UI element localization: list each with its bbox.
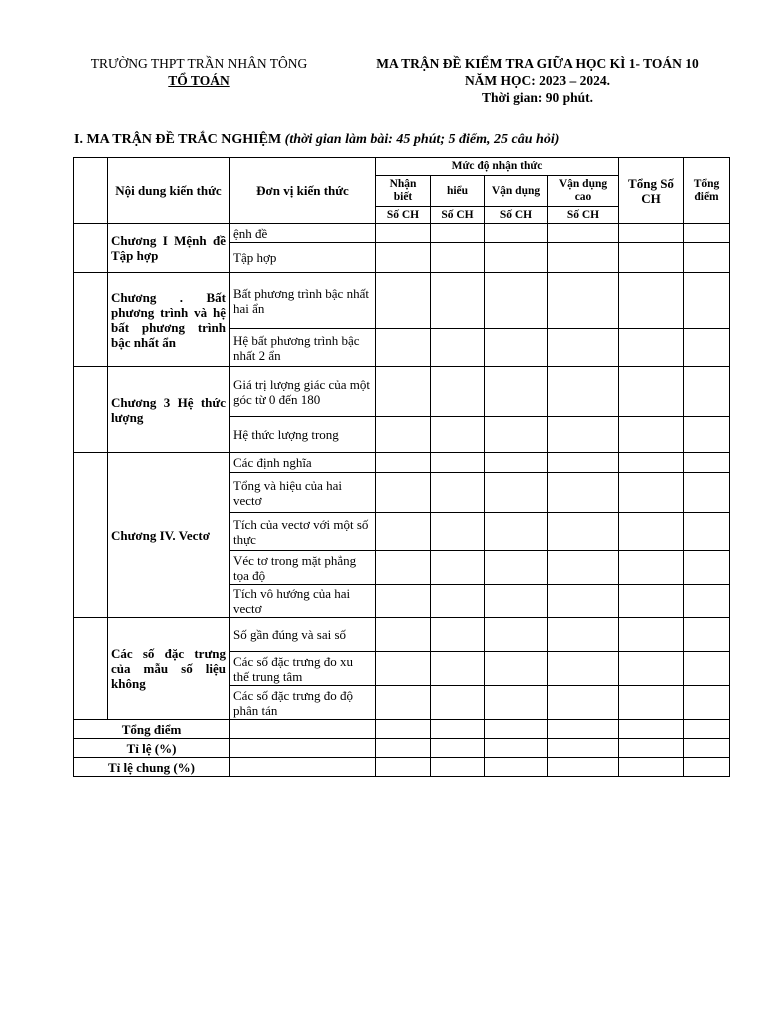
exam-matrix-table <box>73 157 730 777</box>
empty-cell <box>619 367 684 417</box>
empty-cell <box>619 273 684 329</box>
level-header: Vận dụng cao <box>548 176 619 207</box>
knowledge-unit: Số gần đúng và sai số <box>230 618 376 652</box>
chapter-title: Các số đặc trưng của mẫu số liệu không <box>108 618 230 720</box>
table-row <box>74 224 730 243</box>
empty-cell <box>619 758 684 777</box>
department-name: TỔ TOÁN <box>168 73 230 88</box>
empty-cell <box>230 720 376 739</box>
empty-cell <box>376 243 431 273</box>
empty-cell <box>376 686 431 720</box>
section-note: (thời gian làm bài: 45 phút; 5 điểm, 25 câu hỏi) <box>284 132 560 147</box>
level-group-header: Mức độ nhận thức <box>376 158 619 176</box>
empty-cell <box>376 224 431 243</box>
empty-cell <box>684 453 730 473</box>
table-row <box>74 758 730 777</box>
empty-cell <box>548 273 619 329</box>
empty-cell <box>684 551 730 585</box>
question-count-header: Số CH <box>376 207 431 224</box>
empty-cell <box>431 513 485 551</box>
empty-cell <box>619 720 684 739</box>
school-name: TRƯỜNG THPT TRẦN NHÂN TÔNG <box>90 56 308 71</box>
knowledge-unit: Bất phương trình bậc nhất hai ẩn <box>230 273 376 329</box>
stt-cell <box>74 224 108 273</box>
empty-cell <box>548 758 619 777</box>
empty-cell <box>376 513 431 551</box>
total-score-row-label: Tổng điểm <box>74 720 230 739</box>
empty-cell <box>485 585 548 618</box>
empty-cell <box>431 618 485 652</box>
empty-cell <box>684 329 730 367</box>
empty-cell <box>431 243 485 273</box>
knowledge-unit: Hệ thức lượng trong <box>230 417 376 453</box>
empty-cell <box>485 686 548 720</box>
knowledge-unit: Các số đặc trưng đo độ phân tán <box>230 686 376 720</box>
knowledge-unit: Tích vô hướng của hai vectơ <box>230 585 376 618</box>
empty-cell <box>376 453 431 473</box>
empty-cell <box>619 513 684 551</box>
empty-cell <box>684 758 730 777</box>
empty-cell <box>548 224 619 243</box>
empty-cell <box>485 513 548 551</box>
empty-cell <box>431 758 485 777</box>
empty-cell <box>431 551 485 585</box>
knowledge-unit: Véc tơ trong mặt phẳng tọa độ <box>230 551 376 585</box>
empty-cell <box>684 473 730 513</box>
section-heading: I. MA TRẬN ĐỀ TRẮC NGHIỆM <box>74 132 282 147</box>
overall-ratio-row-label: Tỉ lệ chung (%) <box>74 758 230 777</box>
empty-cell <box>619 618 684 652</box>
section-title <box>74 132 559 148</box>
empty-cell <box>619 686 684 720</box>
knowledge-unit: Các số đặc trưng đo xu thế trung tâm <box>230 652 376 686</box>
empty-cell <box>619 739 684 758</box>
table-row <box>74 720 730 739</box>
empty-cell <box>548 243 619 273</box>
content-header: Nội dung kiến thức <box>108 158 230 224</box>
empty-cell <box>230 758 376 777</box>
knowledge-unit: ệnh đề <box>230 224 376 243</box>
level-header: Nhận biết <box>376 176 431 207</box>
empty-cell <box>548 618 619 652</box>
empty-cell <box>619 224 684 243</box>
empty-cell <box>431 652 485 686</box>
knowledge-unit: Tổng và hiệu của hai vectơ <box>230 473 376 513</box>
empty-cell <box>684 720 730 739</box>
empty-cell <box>431 686 485 720</box>
stt-cell <box>74 273 108 367</box>
question-count-header: Số CH <box>485 207 548 224</box>
empty-cell <box>431 273 485 329</box>
knowledge-unit: Tập hợp <box>230 243 376 273</box>
empty-cell <box>431 453 485 473</box>
empty-cell <box>230 739 376 758</box>
empty-cell <box>684 652 730 686</box>
stt-cell <box>74 453 108 618</box>
empty-cell <box>376 652 431 686</box>
empty-cell <box>431 417 485 453</box>
empty-cell <box>684 686 730 720</box>
table-row <box>74 453 730 473</box>
empty-cell <box>376 758 431 777</box>
empty-cell <box>376 551 431 585</box>
stt-header <box>74 158 108 224</box>
empty-cell <box>376 473 431 513</box>
empty-cell <box>684 513 730 551</box>
empty-cell <box>485 758 548 777</box>
exam-duration: Thời gian: 90 phút. <box>481 90 593 105</box>
total-score-header: Tổng điểm <box>684 158 730 224</box>
empty-cell <box>431 224 485 243</box>
empty-cell <box>548 652 619 686</box>
empty-cell <box>376 273 431 329</box>
table-row <box>74 618 730 652</box>
stt-cell <box>74 367 108 453</box>
empty-cell <box>619 551 684 585</box>
empty-cell <box>485 453 548 473</box>
empty-cell <box>485 473 548 513</box>
empty-cell <box>431 329 485 367</box>
empty-cell <box>376 720 431 739</box>
level-header: hiểu <box>431 176 485 207</box>
total-questions-header: Tổng Số CH <box>619 158 684 224</box>
empty-cell <box>431 473 485 513</box>
empty-cell <box>485 417 548 453</box>
empty-cell <box>485 367 548 417</box>
empty-cell <box>485 273 548 329</box>
empty-cell <box>431 367 485 417</box>
empty-cell <box>548 329 619 367</box>
empty-cell <box>619 243 684 273</box>
chapter-title: Chương 3 Hệ thức lượng <box>108 367 230 453</box>
ratio-row-label: Tỉ lệ (%) <box>74 739 230 758</box>
stt-cell <box>74 618 108 720</box>
empty-cell <box>548 686 619 720</box>
empty-cell <box>684 224 730 243</box>
empty-cell <box>548 417 619 453</box>
empty-cell <box>376 585 431 618</box>
empty-cell <box>548 453 619 473</box>
empty-cell <box>619 473 684 513</box>
empty-cell <box>485 551 548 585</box>
empty-cell <box>619 329 684 367</box>
empty-cell <box>684 739 730 758</box>
empty-cell <box>485 739 548 758</box>
empty-cell <box>485 652 548 686</box>
knowledge-unit: Tích của vectơ với một số thực <box>230 513 376 551</box>
knowledge-unit: Hệ bất phương trình bậc nhất 2 ẩn <box>230 329 376 367</box>
empty-cell <box>619 453 684 473</box>
unit-header: Đơn vị kiến thức <box>230 158 376 224</box>
table-row <box>74 158 730 176</box>
table-row <box>74 273 730 329</box>
school-header <box>74 55 324 89</box>
chapter-title: Chương . Bất phương trình và hệ bất phương trình bậc nhất ẩn <box>108 273 230 367</box>
empty-cell <box>548 551 619 585</box>
empty-cell <box>548 513 619 551</box>
empty-cell <box>376 417 431 453</box>
empty-cell <box>485 224 548 243</box>
empty-cell <box>548 739 619 758</box>
empty-cell <box>376 739 431 758</box>
level-header: Vận dụng <box>485 176 548 207</box>
empty-cell <box>548 720 619 739</box>
empty-cell <box>485 618 548 652</box>
empty-cell <box>684 273 730 329</box>
empty-cell <box>619 652 684 686</box>
chapter-title: Chương IV. Vectơ <box>108 453 230 618</box>
empty-cell <box>684 367 730 417</box>
empty-cell <box>684 618 730 652</box>
table-row <box>74 739 730 758</box>
empty-cell <box>485 243 548 273</box>
matrix-body <box>74 158 730 777</box>
empty-cell <box>431 720 485 739</box>
empty-cell <box>376 618 431 652</box>
chapter-title: Chương I Mệnh đề Tập hợp <box>108 224 230 273</box>
school-year: NĂM HỌC: 2023 – 2024. <box>464 73 611 88</box>
empty-cell <box>431 739 485 758</box>
empty-cell <box>548 367 619 417</box>
empty-cell <box>684 585 730 618</box>
exam-title: MA TRẬN ĐỀ KIỂM TRA GIỮA HỌC KÌ 1- TOÁN 10 <box>376 56 699 71</box>
empty-cell <box>684 417 730 453</box>
knowledge-unit: Các định nghĩa <box>230 453 376 473</box>
empty-cell <box>548 585 619 618</box>
table-row <box>74 367 730 417</box>
question-count-header: Số CH <box>548 207 619 224</box>
empty-cell <box>485 329 548 367</box>
empty-cell <box>376 367 431 417</box>
empty-cell <box>684 243 730 273</box>
empty-cell <box>376 329 431 367</box>
empty-cell <box>548 473 619 513</box>
exam-header <box>350 55 725 106</box>
empty-cell <box>431 585 485 618</box>
question-count-header: Số CH <box>431 207 485 224</box>
empty-cell <box>619 585 684 618</box>
knowledge-unit: Giá trị lượng giác của một góc từ 0 đến 180 <box>230 367 376 417</box>
empty-cell <box>485 720 548 739</box>
empty-cell <box>619 417 684 453</box>
